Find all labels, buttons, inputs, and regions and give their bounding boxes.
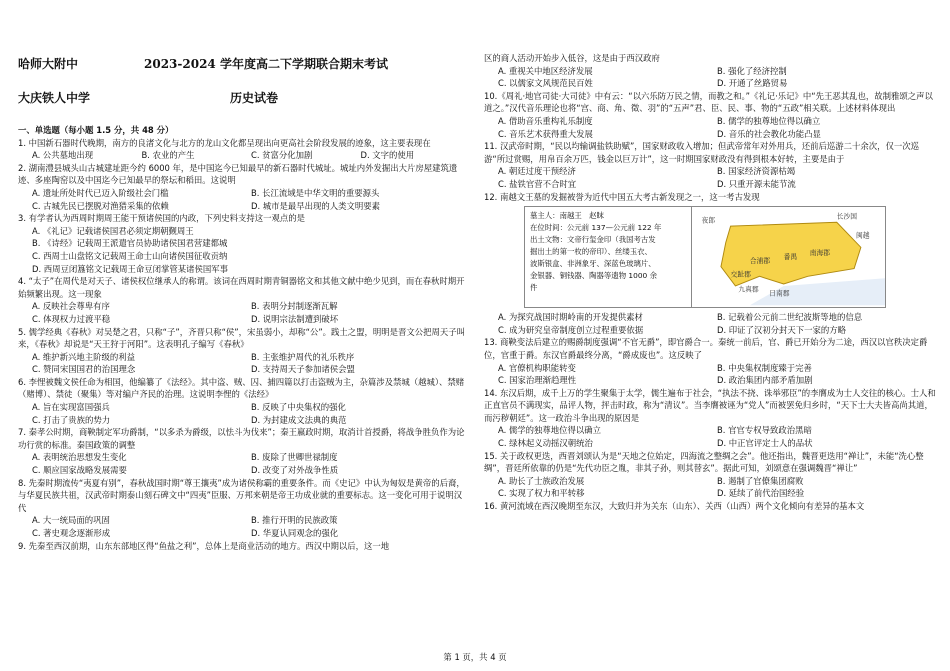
page-footer: 第 1 页，共 4 页 [443,652,507,662]
header-row-1 [18,0,470,92]
option: B. 中央集权制度臻于完善 [717,362,812,373]
option: C. 绿林起义动摇汉朝统治 [498,438,593,449]
subject-title: 历史试卷 [230,91,279,105]
question-stem: 1. 中国新石器时代晚期，南方的良渚文化与北方的龙山文化都呈现出向更高社会阶段发展的迹象，这主要表现在 [18,137,431,148]
question-stem: 14. 东汉后期，成千上万的学生聚集于太学，儒生遍布于社会，“执法不挠、诛举邪臣”的李膺成为士人交往的核心。士人和正直官员不满现实，品评人物，抨击时政，称为“清议”。当李膺被诬为“党人”而被罢免归乡时，“天下士大夫皆高尚其道，而污秽朝廷”。这一政治斗争出现的原因是 [484,387,936,423]
option: A. 儒学的独尊地位得以确立 [498,425,602,436]
map-label: 日南郡 [769,289,790,298]
tomb-info-line: 墓主人：南越王 赵眜 [530,211,604,221]
question-stem: 5. 儒学经典《春秋》对吴楚之君，只称“子”，齐晋只称“侯”，宋虽弱小，却称“公”。践土之盟，明明是晋文公把周天子叫来，《春秋》却说是“天王狩于河阳”。这表明孔子编写《春秋》 [18,326,466,350]
option: C. 盐铁官营不合时宜 [498,178,577,189]
question-options [18,300,470,325]
option: B. 表明分封制逐渐瓦解 [251,301,338,312]
option: B. 主张维护周代的礼乐秩序 [251,351,355,362]
tomb-info-line: 在位时间：公元前 137—公元前 122 年 [530,223,662,233]
option: A. 维护新兴地主阶级的利益 [32,351,136,362]
question-stem: 4. “太子”在周代是对天子、诸侯权位继承人的称谓。该词在西周时期青铜器铭文和其他文献中绝少见到，而在春秋时期开始频繁出现。这一现象 [18,276,465,299]
option: A. 借助音乐重构礼乐制度 [498,115,593,126]
question-16-start: 16. 黄河流域在西汉晚期至东汉，大致归并为关东（山东）、关西（山西）两个文化倾向有差异的基本文 [484,501,865,512]
option: B. 国家经济资源枯竭 [717,166,796,177]
option: B. 官官专权导致政治黑暗 [717,425,812,436]
option: B. 农业的产生 [141,150,195,161]
question-9-start: 9. 先秦至西汉前期，山东东部地区得“鱼盐之利”，总体上是商业活动的地方。西汉中期以后，这一地 [18,540,390,551]
option: D. 音乐的社会教化功能凸显 [717,128,821,139]
question-options [18,187,470,212]
option: A. 助长了士族政治发展 [498,475,585,486]
option: A. 遗址所处时代已迈入阶级社会门槛 [32,187,169,198]
map-label: 番禺 [783,253,798,262]
option: B. 遏制了官僚集团腐败 [717,475,804,486]
option: C. 打击了贵族的势力 [32,414,111,425]
question-stem: 6. 李悝被魏文侯任命为相国，他编纂了《法经》。其中盗、贼、囚、捕四篇以打击盗贼为主，杂篇涉及禁城（越城）、禁赌（赌博）、禁徒（聚集）等对编户齐民的治理。这说明李悝的《法经》 [18,376,465,400]
option: B. 记载着公元前二世纪波斯等地的信息 [717,312,863,323]
tomb-info-line: 金银器、铜钱器、陶器等遗物 1000 余 [530,271,657,281]
question-options [484,165,936,190]
option: C. 音乐艺术获得重大发展 [498,128,593,139]
question-9-options [484,65,936,90]
option: B. 儒学的独尊地位得以确立 [717,115,821,126]
question-options [484,475,936,500]
map-label: 夜郎 [701,216,716,225]
tomb-info-line: 件 [530,283,538,293]
question-stem: 12. 南越文王墓的发掘被誉为近代中国五大考古新发现之一，这一考古发现 [484,191,760,202]
map-label: 合浦郡 [749,256,771,265]
option: B. 反映了中央集权的强化 [251,402,346,413]
question-options [484,362,936,387]
option: A. 旨在实现富国强兵 [32,402,110,413]
tomb-info-line: 出土文物：文帝行玺金印（我国考古发 [530,235,656,245]
option: B. 废除了世卿世禄制度 [251,452,338,463]
question-stem: 8. 先秦时期流传“夷夏有别”，春秋战国时期“尊王攘夷”成为诸侯称霸的重要条件。而《史记》中认为匈奴是黄帝的后裔，与华夏民族共祖，汉武帝时期泰山刻石碑文中“四夷”臣服、万邦来朝是帝王功成业就的重要标志。这一变化可用于说明汉代 [18,477,465,513]
option: D. 城市是最早出现的人类文明要素 [251,200,381,211]
option: B. 长江流域是中华文明的重要源头 [251,187,380,198]
option: A. 《礼记》记载诸侯国君必须定期朝觐周王 [32,225,194,236]
tomb-info-figure [524,206,886,308]
section-heading: 一、单选题（每小题 1.5 分，共 48 分） [18,125,174,135]
exam-title: 2023-2024 学年度高二下学期联合期末考试 [144,57,388,71]
question-options [18,401,470,426]
option: D. 只重开源未能节流 [717,178,796,189]
option: D. 西周豆闭簋铭文记载周王命豆闭掌管某诸侯国军事 [32,263,229,274]
option: D. 文字的使用 [360,150,415,161]
option: C. 国家治理渐趋理性 [498,375,577,386]
option: C. 以儒家文风规范民百姓 [498,78,593,89]
school-a: 哈师大附中 [18,57,79,71]
school-b: 大庆铁人中学 [18,91,91,105]
question-options [18,225,470,275]
option: A. 重视关中地区经济发展 [498,65,593,76]
option: A. 朝廷过度干预经济 [498,166,576,177]
option: D. 为封建成文法典的典范 [251,414,347,425]
tomb-info-line: 掘出土的第一枚的帝印）、丝缕玉衣、 [530,247,652,257]
question-9-continuation: 区的商人活动开始步入低谷，这是由于西汉政府 [484,53,660,63]
header-row-2 [18,92,470,122]
tomb-info-text [525,207,692,307]
question-stem: 13. 商鞅变法后建立的赐爵制度强调“不官无爵”，即官爵合一。秦统一前后，官、爵已开始分为二途，西汉以官秩决定爵位，官重于爵。东汉官爵最终分离，“爵成废也”。这反映了 [484,337,928,360]
option: D. 说明宗法制遭到破坏 [251,313,339,324]
question-options [18,149,470,162]
option: D. 印证了汉初分封天下一家的方略 [717,324,847,335]
option: C. 著史观念逐渐形成 [32,528,111,538]
option: B. 推行开明的民族政策 [251,515,338,526]
question-stem: 3. 有学者认为西周时期周王能干预诸侯国的内政，下列史料支持这一观点的是 [18,213,306,224]
question-stem: 11. 汉武帝时期，“民以均输调盐铁助赋”，国家财政收入增加；但武帝常年对外用兵，还前后巡游二十余次，仅一次巡游“所过赏赐，用帛百余万匹，钱金以巨万计”，这一时期国家财政没有得到根本好转，主要是由于 [484,141,920,164]
question-options [18,351,470,376]
option: D. 政治集团内部矛盾加剧 [717,375,813,386]
option: C. 赞同宋国国君的治国理念 [32,364,136,375]
map-label: 九真郡 [738,285,759,294]
option: D. 中正官评定士人的品状 [717,438,813,449]
tomb-info-line: 波斯银盒、非洲象牙、深蓝色玻璃片、 [530,259,656,269]
question-options [484,311,936,336]
left-column [18,0,470,552]
question-options [18,514,470,539]
option: A. 反映社会尊卑有序 [32,301,110,312]
map-label: 闽越 [856,231,870,240]
option: C. 实现了权力和平转移 [498,488,585,499]
option: D. 开通了丝路贸易 [717,78,788,89]
question-stem: 10.《周礼·地官司徒·大司徒》中有云：“以六乐防万民之情，而教之和。”《礼记·乐记》中“先王恶其乱也，故制雅颂之声以道之。”汉代音乐理论也将“宫、商、角、徵、羽”的“五声”君、臣、民、事、物的“五政”相关联。上述材料体现出 [484,90,933,114]
option: B. 强化了经济控制 [717,65,787,76]
left-question-list [18,137,470,540]
option: A. 公共墓地出现 [32,150,94,161]
option: C. 贫富分化加剧 [251,150,313,161]
option: C. 古城先民已摆脱对渔猎采集的依赖 [32,200,169,211]
question-stem: 15. 关于政权更迭，西晋刘颂认为是“天地之位始定，四海流之整绸之会”。他还指出，魏晋更迭用“禅让”，未能“洗心整绸”，晋廷所依靠的仍是“先代功臣之胤，非其子孙，则其替玄”。据此可知，刘颂意在强调魏晋“禅让” [484,450,924,474]
option: A. 官僚机构职能转变 [498,362,576,373]
option: D. 华夏认同观念的强化 [251,528,339,538]
question-options [18,451,470,476]
option: D. 支持周天子参加诸侯会盟 [251,364,355,375]
option: D. 延续了前代治国经验 [717,488,805,499]
map-label: 长沙国 [836,212,858,221]
map-label: 交趾郡 [730,270,751,279]
right-question-list [484,90,936,500]
option: B. 《诗经》记载周王派遣官员协助诸侯国君营建都城 [32,238,228,249]
nanyue-map [692,207,885,307]
option: C. 成为研究皇帝制度创立过程重要依据 [498,324,644,335]
map-label: 南海郡 [809,249,830,258]
option: C. 顺应国家战略发展需要 [32,465,127,476]
option: A. 为探究战国时期岭南的开发提供素材 [498,312,643,323]
option: A. 大一统局面的巩固 [32,515,110,526]
option: A. 表明统治思想发生变化 [32,452,127,463]
question-stem: 7. 秦孝公时期，商鞅制定军功爵制，“以多杀为爵级，以怯斗为伐来”；秦王嬴政时期，取消计首授爵，将战争胜负作为论功行赏的标准。秦国政策的调整 [18,427,465,450]
option: C. 西周士山盘铭文记载周王命士山向诸侯国征收贡纳 [32,250,228,261]
right-column [484,52,936,513]
question-options [484,424,936,449]
option: D. 改变了对外战争性质 [251,465,339,476]
option: C. 体现权力过渡平稳 [32,313,111,324]
question-stem: 2. 湖南澧县城头山古城建址距今约 6000 年，是中国迄今已知最早的新石器时代城址。城址内外发掘出大片房屋建筑遗迹、多座陶窑以及中国迄今已知最早的祭坛和稻田。这说明 [18,162,458,186]
question-options [484,115,936,140]
